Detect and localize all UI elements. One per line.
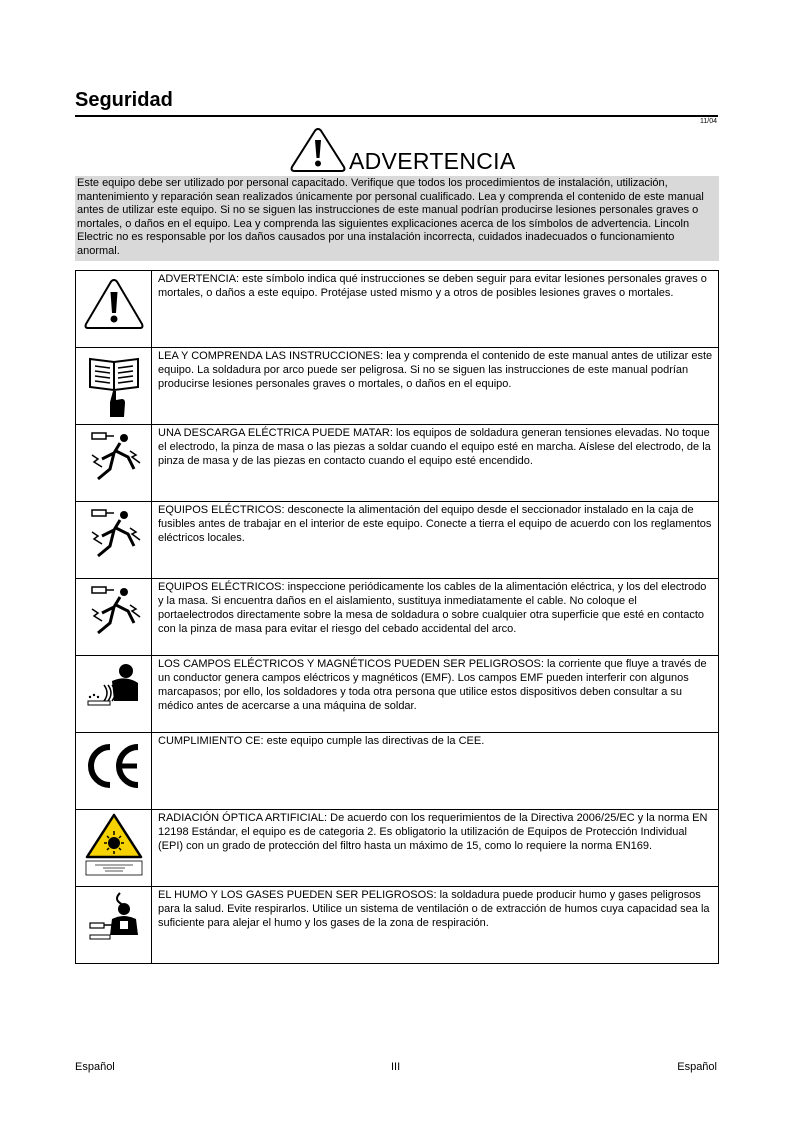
table-row <box>76 271 719 348</box>
footer-left: Español <box>75 1061 115 1073</box>
electric-shock-icon <box>84 429 144 485</box>
table-row <box>76 656 719 733</box>
table-row <box>76 810 719 887</box>
table-row <box>76 733 719 810</box>
footer-right: Español <box>677 1061 717 1073</box>
warning-triangle-icon <box>82 277 146 333</box>
icon-cell <box>76 271 152 348</box>
page-number: III <box>391 1061 401 1073</box>
icon-cell <box>76 887 152 964</box>
row-text: UNA DESCARGA ELÉCTRICA PUEDE MATAR: los equipos de soldadura generan tensiones elevadas. No toque el electrodo, la pinza de masa o las piezas a soldar cuando el equipo esté en marcha. Aíslese del electrodo, de la pinza de masa y de las piezas en contacto cuando el equipo esté encendido. <box>152 425 719 502</box>
title-rule <box>75 115 718 117</box>
warning-heading-text: ADVERTENCIA <box>349 148 516 174</box>
read-manual-icon <box>86 353 142 419</box>
safety-symbols-table <box>75 270 719 964</box>
table-row <box>76 579 719 656</box>
warning-triangle-icon <box>289 126 347 174</box>
intro-paragraph: Este equipo debe ser utilizado por personal capacitado. Verifique que todos los procedimientos de instalación, utilización, mantenimiento y reparación sean realizados únicamente por personal cualificado. Lea y comprenda el contenido de este manual antes de utilizar este equipo. Si no se siguen las instrucciones de este manual podrían producirse lesiones personales graves o mortales, o daños en el equipo. Lea y comprenda las siguientes explicaciones acerca de los símbolos de advertencia. Lincoln Electric no es responsable por los daños causados por una instalación incorrecta, cuidados inadecuados o funcionamiento anormal. <box>75 176 719 261</box>
electric-shock-icon <box>84 583 144 639</box>
icon-cell <box>76 656 152 733</box>
table-row <box>76 887 719 964</box>
ce-mark-icon <box>84 741 144 791</box>
icon-cell <box>76 810 152 887</box>
revision-date: 11/04 <box>700 118 717 125</box>
row-text: EQUIPOS ELÉCTRICOS: inspeccione periódicamente los cables de la alimentación eléctrica, y los del electrodo y la masa. Si encuentra daños en el aislamiento, sustituya inmediatamente el cable. No coloque el portaelectrodos directamente sobre la mesa de soldadura o sobre cualquier otra superficie que esté en contacto con la pinza de masa para evitar el riesgo del cebado accidental del arco. <box>152 579 719 656</box>
row-text: LOS CAMPOS ELÉCTRICOS Y MAGNÉTICOS PUEDEN SER PELIGROSOS: la corriente que fluye a través de un conductor genera campos eléctricos y magnéticos (EMF). Los campos EMF pueden interferir con algunos marcapasos; por ello, los soldadores y toda otra persona que utilice estos dispositivos deben consultar a su médico antes de acercarse a una máquina de soldar. <box>152 656 719 733</box>
table-row <box>76 348 719 425</box>
icon-cell <box>76 502 152 579</box>
optical-radiation-icon <box>83 813 145 877</box>
row-text: EQUIPOS ELÉCTRICOS: desconecte la alimentación del equipo desde el seccionador instalado en la caja de fusibles antes de trabajar en el interior de este equipo. Conecte a tierra el equipo de acuerdo con los reglamentos eléctricos locales. <box>152 502 719 579</box>
row-text: LEA Y COMPRENDA LAS INSTRUCCIONES: lea y comprenda el contenido de este manual antes de utilizar este equipo. La soldadura por arco puede ser peligrosa. Si no se siguen las instrucciones de este manual podrían producirse lesiones personales graves o mortales, o daños en el equipo. <box>152 348 719 425</box>
icon-cell <box>76 425 152 502</box>
table-row <box>76 425 719 502</box>
page-title: Seguridad <box>75 89 173 111</box>
icon-cell <box>76 348 152 425</box>
icon-cell <box>76 579 152 656</box>
row-text: CUMPLIMIENTO CE: este equipo cumple las directivas de la CEE. <box>152 733 719 810</box>
electromagnetic-field-icon <box>84 661 144 711</box>
electric-shock-icon <box>84 506 144 562</box>
table-row <box>76 502 719 579</box>
icon-cell <box>76 733 152 810</box>
row-text: RADIACIÓN ÓPTICA ARTIFICIAL: De acuerdo con los requerimientos de la Directiva 2006/25/EC y la norma EN 12198 Estándar, el equipo es de categoria 2. Es obligatorio la utilización de Equipos de Protección Individual (EPI) con un grado de protección del filtro hasta un máximo de 15, como lo requiere la norma EN169. <box>152 810 719 887</box>
row-text: EL HUMO Y LOS GASES PUEDEN SER PELIGROSOS: la soldadura puede producir humo y gases peligrosos para la salud. Evite respirarlos. Utilice un sistema de ventilación o de extracción de humos cuya capacidad sea la suficiente para alejar el humo y los gases de la zona de respiración. <box>152 887 719 964</box>
fumes-gases-icon <box>84 891 144 943</box>
row-text: ADVERTENCIA: este símbolo indica qué instrucciones se deben seguir para evitar lesiones personales graves o mortales, o daños a este equipo. Protéjase usted mismo y a otros de posibles lesiones graves o mortales. <box>152 271 719 348</box>
